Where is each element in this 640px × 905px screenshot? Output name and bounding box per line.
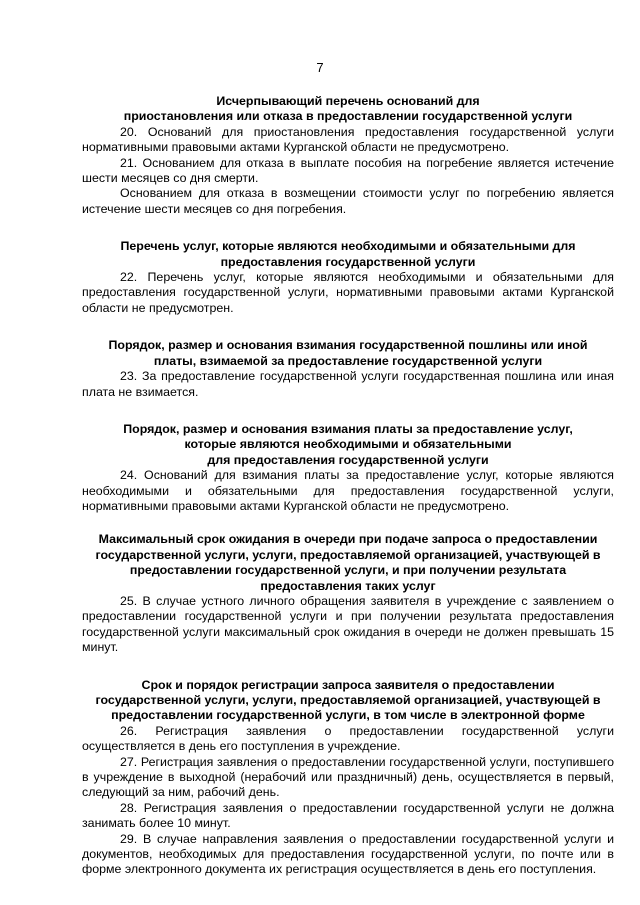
- heading-line: для предоставления государственной услуги: [207, 452, 489, 467]
- heading-line: государственной услуги, услуги, предоставляемой организацией, участвующей в: [95, 693, 601, 707]
- paragraph: 25. В случае устного личного обращения заявителя в учреждение с заявлением о предоставлении государственной услуги и при получении результата предоставления государственной услуги максимальный срок ожидания в очереди не должен превышать 15 минут.: [82, 593, 614, 655]
- section-queue-wait-time: [82, 532, 614, 655]
- heading-line: предоставлении государственной услуги, и при получении результата: [129, 563, 567, 578]
- section-heading: [82, 338, 614, 369]
- paragraph: 20. Оснований для приостановления предоставления государственной услуги нормативными правовыми актами Курганской области не предусмотрено.: [82, 124, 614, 155]
- section-heading: [82, 678, 614, 724]
- section-heading: [82, 94, 614, 125]
- heading-line: предоставлении государственной услуги, в том числе в электронной форме: [111, 708, 585, 723]
- heading-line: Исчерпывающий перечень оснований для: [216, 94, 480, 108]
- section-required-services: [82, 239, 614, 316]
- section-heading: [82, 422, 614, 468]
- heading-line: платы, взимаемой за предоставление государственной услуги: [153, 353, 543, 368]
- heading-line: которые являются необходимыми и обязательными: [184, 437, 512, 452]
- heading-line: предоставления государственной услуги: [220, 254, 476, 269]
- section-heading: [82, 239, 614, 270]
- section-registration: [82, 678, 614, 878]
- heading-line: приостановления или отказа в предоставлении государственной услуги: [123, 109, 573, 124]
- section-state-fee: [82, 338, 614, 400]
- paragraph: 23. За предоставление государственной услуги государственная пошлина или иная плата не взимается.: [82, 369, 614, 399]
- page-number: 7: [316, 60, 324, 75]
- document-body: [82, 94, 614, 878]
- paragraph: 22. Перечень услуг, которые являются необходимыми и обязательными для предоставления государственной услуги, нормативными правовыми актами Курганской области не предусмотрен.: [82, 270, 614, 315]
- paragraph: 24. Оснований для взимания платы за предоставление услуг, которые являются необходимыми и обязательными для предоставления государственной услуги, нормативными правовыми актами Курганской области не предусмотрено.: [82, 468, 614, 513]
- heading-line: Максимальный срок ожидания в очереди при подаче запроса о предоставлении: [98, 532, 598, 547]
- heading-line: Срок и порядок регистрации запроса заявителя о предоставлении: [141, 677, 555, 692]
- section-heading: [82, 532, 614, 594]
- paragraph: 26. Регистрация заявления о предоставлении государственной услуги осуществляется в день его поступления в учреждение.: [82, 723, 614, 754]
- paragraph: 27. Регистрация заявления о предоставлении государственной услуги, поступившего в учреждение в выходной (нерабочий или праздничный) день, осуществляется в первый, следующий за ним, рабочий день.: [82, 754, 614, 800]
- paragraph: 28. Регистрация заявления о предоставлении государственной услуги не должна занимать более 10 минут.: [82, 800, 614, 831]
- paragraph: 29. В случае направления заявления о предоставлении государственной услуги и документов, необходимых для предоставления государственной услуги, по почте или в форме электронного документа их регистрация осуществляется в день его поступления.: [82, 831, 614, 877]
- heading-line: предоставления таких услуг: [260, 578, 436, 593]
- heading-line: государственной услуги, услуги, предоставляемой организацией, участвующей в: [95, 547, 601, 562]
- paragraph: Основанием для отказа в возмещении стоимости услуг по погребению является истечение шести месяцев со дня погребения.: [82, 186, 614, 216]
- heading-line: Порядок, размер и основания взимания платы за предоставление услуг,: [123, 421, 573, 436]
- section-grounds-for-refusal: [82, 94, 614, 217]
- paragraph: 21. Основанием для отказа в выплате пособия на погребение является истечение шести месяцев со дня смерти.: [82, 155, 614, 186]
- heading-line: Порядок, размер и основания взимания государственной пошлины или иной: [108, 338, 588, 353]
- section-service-fees: [82, 422, 614, 514]
- heading-line: Перечень услуг, которые являются необходимыми и обязательными для: [120, 239, 576, 254]
